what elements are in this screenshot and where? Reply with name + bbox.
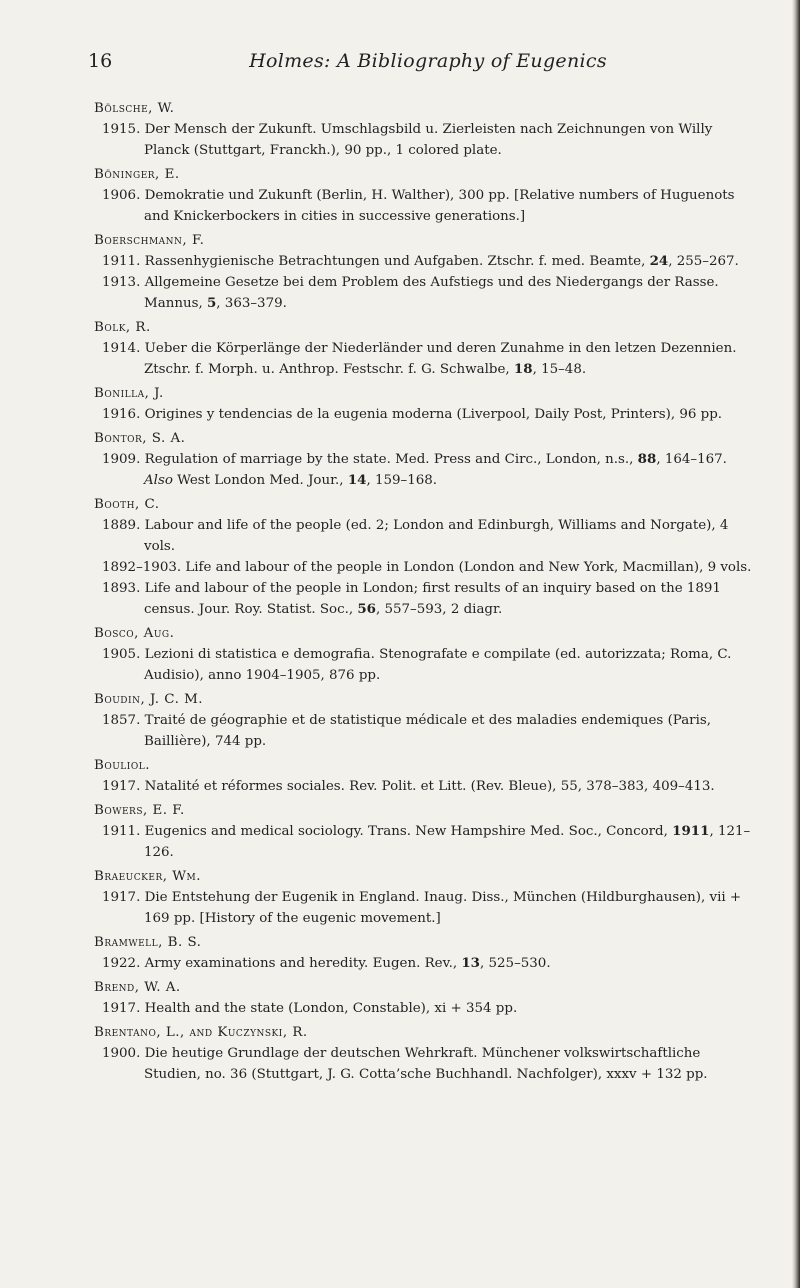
page-edge-shadow bbox=[792, 0, 800, 1288]
volume-number: 5 bbox=[206, 295, 217, 311]
entry-text: West London Med. Jour., bbox=[172, 473, 348, 488]
entry-text: , 255–267. bbox=[668, 254, 739, 269]
entry-year: 1911. bbox=[102, 254, 141, 269]
entry-year: 1911. bbox=[102, 824, 141, 839]
entry-text: Lezioni di statistica e demografia. Stenografate e compilate (ed. autorizzata; Roma, C. Audisio), anno 1904–1905, 876 pp. bbox=[144, 647, 732, 683]
entry-text: Eugenics and medical sociology. Trans. New Hampshire Med. Soc., Concord, bbox=[144, 824, 673, 839]
bibliography-entry bbox=[94, 755, 754, 797]
entry-year: 1906. bbox=[102, 188, 141, 203]
entry-year: 1893. bbox=[102, 581, 141, 596]
entry-year: 1917. bbox=[102, 1001, 141, 1016]
bibliography-entry bbox=[94, 977, 754, 1019]
entry-author: Bramwell, B. S. bbox=[94, 935, 202, 950]
volume-number: 88 bbox=[637, 451, 657, 467]
entry-item bbox=[94, 119, 754, 161]
volume-number: 1911 bbox=[672, 823, 710, 839]
entry-author: Bontor, S. A. bbox=[94, 431, 186, 446]
entry-text: Labour and life of the people (ed. 2; London and Edinburgh, Williams and Norgate), 4 vols. bbox=[144, 518, 729, 554]
entry-item bbox=[94, 338, 754, 380]
entry-item bbox=[94, 251, 754, 272]
entry-year: 1909. bbox=[102, 452, 141, 467]
entry-item bbox=[94, 272, 754, 314]
entry-author: Bouliol. bbox=[94, 758, 150, 773]
entry-author: Boudin, J. C. M. bbox=[94, 692, 204, 707]
entry-text: , 363–379. bbox=[216, 296, 287, 311]
entry-item bbox=[94, 578, 754, 620]
entry-text: Ueber die Körperlänge der Niederländer und deren Zunahme in den letzen Dezennien. Ztschr. f. Morph. u. Anthrop. Festschr. f. G. Schwalbe, bbox=[144, 341, 737, 377]
entry-text: Der Mensch der Zukunft. Umschlagsbild u. Zierleisten nach Zeichnungen von Willy Planck (Stuttgart, Franckh.), 90 pp., 1 colored plate. bbox=[144, 122, 713, 158]
bibliography-entry bbox=[94, 866, 754, 929]
entry-item bbox=[94, 515, 754, 557]
bibliography-entry bbox=[94, 689, 754, 752]
entry-author: Bolk, R. bbox=[94, 320, 151, 335]
entry-text: Life and labour of the people in London (London and New York, Macmillan), 9 vols. bbox=[185, 560, 752, 575]
entry-author: Braeucker, Wm. bbox=[94, 869, 201, 884]
entry-year: 1915. bbox=[102, 122, 141, 137]
entry-author: Brentano, L., and Kuczynski, R. bbox=[94, 1025, 308, 1040]
bibliography-entry bbox=[94, 800, 754, 863]
entry-item bbox=[94, 821, 754, 863]
page-number: 16 bbox=[88, 50, 113, 72]
bibliography-entry bbox=[94, 932, 754, 974]
entry-year: 1914. bbox=[102, 341, 141, 356]
entry-text: Die Entstehung der Eugenik in England. Inaug. Diss., München (Hildburghausen), vii + 169 pp. [History of the eugenic movement.] bbox=[144, 890, 742, 926]
entry-text: Demokratie und Zukunft (Berlin, H. Walther), 300 pp. [Relative numbers of Huguenots and Knickerbockers in cities in successive generations.] bbox=[144, 188, 735, 224]
entry-author: Boerschmann, F. bbox=[94, 233, 205, 248]
bibliography-entry bbox=[94, 230, 754, 314]
running-title: Holmes: A Bibliography of Eugenics bbox=[249, 50, 607, 72]
entry-author: Bosco, Aug. bbox=[94, 626, 175, 641]
entry-author: Böninger, E. bbox=[94, 167, 180, 182]
entry-text: Rassenhygienische Betrachtungen und Aufgaben. Ztschr. f. med. Beamte, bbox=[144, 254, 650, 269]
bibliography-entry bbox=[94, 164, 754, 227]
volume-number: 18 bbox=[513, 361, 533, 377]
entry-author: Bowers, E. F. bbox=[94, 803, 185, 818]
entry-text: Health and the state (London, Constable), xi + 354 pp. bbox=[144, 1001, 518, 1016]
entry-text: Natalité et réformes sociales. Rev. Polit. et Litt. (Rev. Bleue), 55, 378–383, 409–413. bbox=[144, 779, 715, 794]
entry-text: , 121–126. bbox=[144, 824, 751, 860]
bibliography-entry bbox=[94, 1022, 754, 1085]
entry-author: Brend, W. A. bbox=[94, 980, 181, 995]
volume-number: 13 bbox=[461, 955, 480, 971]
entry-item bbox=[94, 776, 754, 797]
entry-year: 1922. bbox=[102, 956, 141, 971]
entry-item bbox=[94, 998, 754, 1019]
entry-item bbox=[94, 449, 754, 491]
volume-number: 24 bbox=[649, 253, 669, 269]
bibliography-entry bbox=[94, 623, 754, 686]
entry-author: Bonilla, J. bbox=[94, 386, 164, 401]
bibliography-entry bbox=[94, 494, 754, 620]
entry-year: 1900. bbox=[102, 1046, 141, 1061]
entry-item bbox=[94, 953, 754, 974]
entry-text: Origines y tendencias de la eugenia moderna (Liverpool, Daily Post, Printers), 96 pp. bbox=[144, 407, 723, 422]
entry-year: 1889. bbox=[102, 518, 141, 533]
entry-item bbox=[94, 185, 754, 227]
entry-year: 1913. bbox=[102, 275, 141, 290]
bibliography-entries bbox=[94, 98, 754, 1088]
entry-text: , 557–593, 2 diagr. bbox=[375, 602, 503, 617]
entry-item bbox=[94, 557, 754, 578]
entry-item bbox=[94, 644, 754, 686]
entry-item bbox=[94, 404, 754, 425]
entry-year: 1917. bbox=[102, 779, 141, 794]
bibliography-entry bbox=[94, 383, 754, 425]
entry-year: 1892–1903. bbox=[102, 560, 182, 575]
entry-item bbox=[94, 1043, 754, 1085]
entry-year: 1857. bbox=[102, 713, 141, 728]
entry-year: 1916. bbox=[102, 407, 141, 422]
entry-text: , 164–167. bbox=[656, 452, 727, 467]
entry-text: Die heutige Grundlage der deutschen Wehrkraft. Münchener volkswirtschaftliche Studien, no. 36 (Stuttgart, J. G. Cotta’sche Buchhandl. Nachfolger), xxxv + 132 pp. bbox=[144, 1046, 708, 1082]
entry-item bbox=[94, 710, 754, 752]
entry-text: , 15–48. bbox=[532, 362, 587, 377]
entry-text: Allgemeine Gesetze bei dem Problem des Aufstiegs und des Niedergangs der Rasse. Mannus, bbox=[144, 275, 719, 311]
entry-item bbox=[94, 887, 754, 929]
bibliography-entry bbox=[94, 98, 754, 161]
bibliography-entry bbox=[94, 428, 754, 491]
entry-year: 1917. bbox=[102, 890, 141, 905]
entry-text: Regulation of marriage by the state. Med. Press and Circ., London, n.s., bbox=[144, 452, 638, 467]
bibliography-entry bbox=[94, 317, 754, 380]
volume-number: 56 bbox=[357, 601, 376, 617]
entry-text: Traité de géographie et de statistique médicale et des maladies endemiques (Paris, Baillière), 744 pp. bbox=[144, 713, 711, 749]
entry-author: Bölsche, W. bbox=[94, 101, 175, 116]
entry-text: , 159–168. bbox=[366, 473, 438, 488]
page-header bbox=[88, 50, 768, 80]
entry-text: Army examinations and heredity. Eugen. Rev., bbox=[144, 956, 462, 971]
entry-text: , 525–530. bbox=[480, 956, 551, 971]
entry-text: Life and labour of the people in London; first results of an inquiry based on the 1891 census. Jour. Roy. Statist. Soc., bbox=[144, 581, 721, 617]
italic-text: Also bbox=[144, 473, 173, 488]
volume-number: 14 bbox=[347, 472, 367, 488]
entry-author: Booth, C. bbox=[94, 497, 160, 512]
entry-year: 1905. bbox=[102, 647, 141, 662]
